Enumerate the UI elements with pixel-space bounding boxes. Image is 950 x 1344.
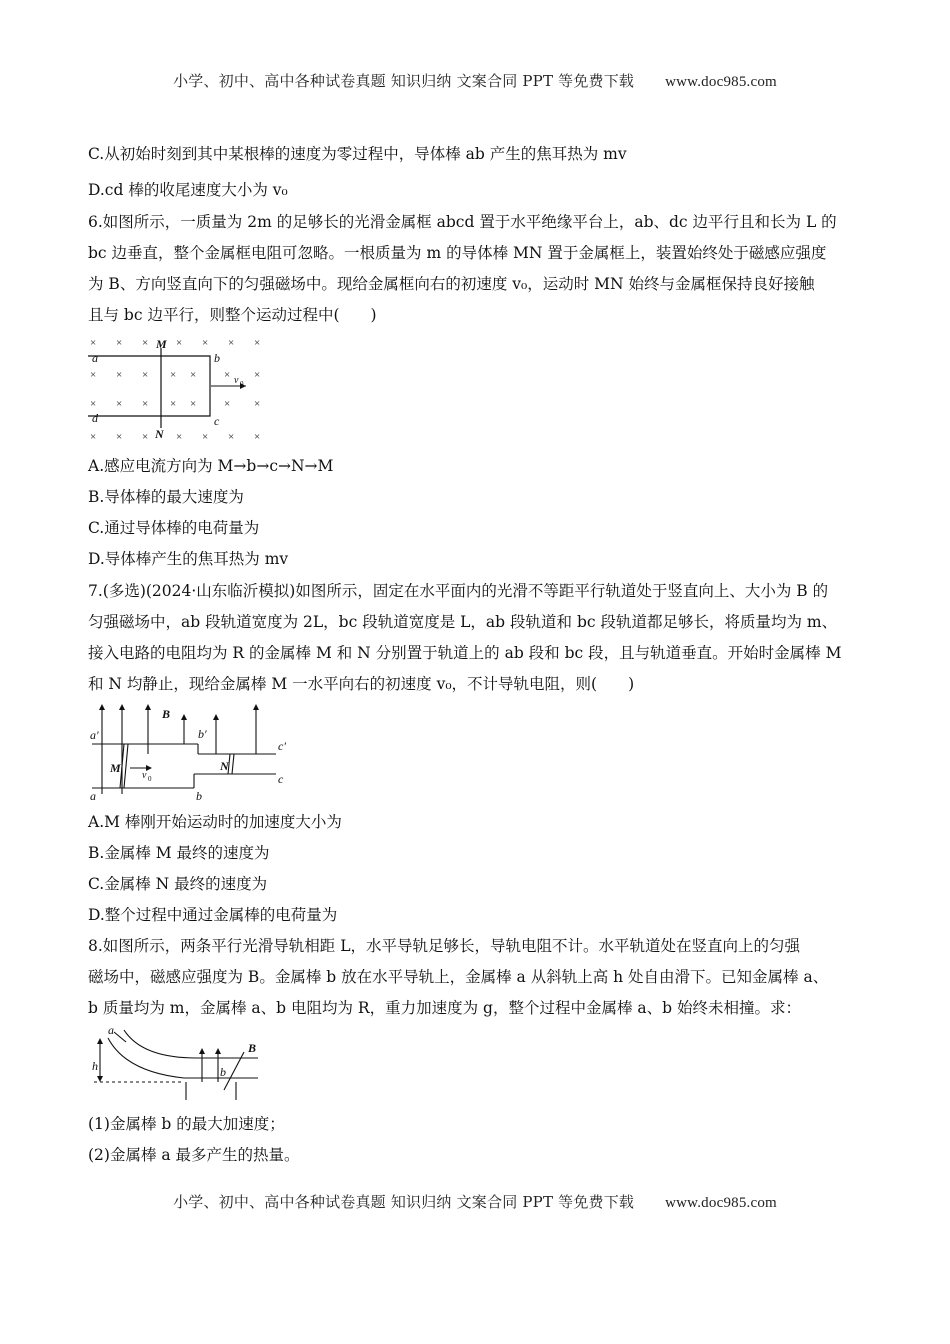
q7-label-v-sub: 0 bbox=[148, 775, 152, 783]
q6-stem-line-3: 为 B、方向竖直向下的匀强磁场中。现给金属框向右的初速度 v₀，运动时 MN 始终与金属框保持良好接触 bbox=[88, 275, 815, 293]
q7-label-b-field: B bbox=[162, 707, 171, 721]
q6-x-mark: × bbox=[142, 369, 149, 381]
q7-label-a-prime: a′ bbox=[90, 728, 99, 742]
q6-x-mark: × bbox=[190, 369, 197, 381]
q6-label-d: d bbox=[92, 411, 98, 425]
q7-stem-line-4: 和 N 均静止，现给金属棒 M 一水平向右的初速度 v₀，不计导轨电阻，则( ) bbox=[88, 675, 635, 693]
q7-stem-line-3: 接入电路的电阻均为 R 的金属棒 M 和 N 分别置于轨道上的 ab 段和 bc 段，且与轨道垂直。开始时金属棒 M bbox=[88, 644, 842, 662]
q6-x-mark: × bbox=[190, 398, 197, 410]
q6-option-d: D.导体棒产生的焦耳热为 mv bbox=[88, 550, 289, 568]
q6-x-mark: × bbox=[116, 431, 123, 443]
q6-x-mark: × bbox=[224, 398, 231, 410]
q6-x-mark: × bbox=[254, 431, 261, 443]
q8-stem-line-2: 磁场中，磁感应强度为 B。金属棒 b 放在水平导轨上，金属棒 a 从斜轨上高 h 处自由滑下。已知金属棒 a、 bbox=[88, 968, 829, 986]
q6-x-mark: × bbox=[170, 398, 177, 410]
q6-option-a: A.感应电流方向为 M→b→c→N→M bbox=[88, 457, 334, 475]
header-text: 小学、初中、高中各种试卷真题 知识归纳 文案合同 PPT 等免费下载 bbox=[173, 72, 635, 90]
q6-x-mark: × bbox=[142, 337, 149, 349]
q6-x-mark: × bbox=[254, 369, 261, 381]
q8-label-b-field: B bbox=[248, 1041, 257, 1055]
q6-label-v-sub: 0 bbox=[240, 380, 244, 388]
q8-stem-line-1: 8.如图所示，两条平行光滑导轨相距 L，水平导轨足够长，导轨电阻不计。水平轨道处在竖直向上的匀强 bbox=[88, 937, 801, 955]
q8-label-h: h bbox=[92, 1059, 98, 1073]
q7-label-c: c bbox=[278, 772, 284, 786]
q6-x-mark: × bbox=[116, 337, 123, 349]
q6-x-mark: × bbox=[254, 337, 261, 349]
q6-x-mark: × bbox=[176, 337, 183, 349]
q6-option-b: B.导体棒的最大速度为 bbox=[88, 488, 244, 506]
q6-x-mark: × bbox=[170, 369, 177, 381]
q8-label-b: b bbox=[220, 1065, 226, 1079]
q5-option-c: C.从初始时刻到其中某根棒的速度为零过程中，导体棒 ab 产生的焦耳热为 mv bbox=[88, 145, 627, 163]
q6-x-mark: × bbox=[116, 369, 123, 381]
q6-x-mark: × bbox=[228, 431, 235, 443]
q6-label-v: v bbox=[234, 375, 239, 386]
q6-x-mark: × bbox=[116, 398, 123, 410]
q7-stem-line-1: 7.(多选)(2024·山东临沂模拟)如图所示，固定在水平面内的光滑不等距平行轨道处于竖直向上、大小为 B 的 bbox=[88, 582, 829, 600]
q6-x-mark: × bbox=[142, 431, 149, 443]
q6-label-a: a bbox=[92, 351, 98, 365]
q6-x-mark: × bbox=[142, 398, 149, 410]
q6-figure-metal-frame bbox=[86, 334, 276, 446]
q6-label-c: c bbox=[214, 414, 220, 428]
q6-x-mark: × bbox=[176, 431, 183, 443]
q8-stem-line-3: b 质量均为 m，金属棒 a、b 电阻均为 R，重力加速度为 g，整个过程中金属棒 a、b 始终未相撞。求： bbox=[88, 999, 801, 1017]
footer-site[interactable]: www.doc985.com bbox=[665, 1195, 777, 1211]
q7-option-a: A.M 棒刚开始运动时的加速度大小为 bbox=[88, 813, 342, 831]
header-site[interactable]: www.doc985.com bbox=[665, 74, 777, 90]
q6-x-mark: × bbox=[254, 398, 261, 410]
q7-label-v: v bbox=[142, 770, 147, 781]
q6-x-mark: × bbox=[202, 431, 209, 443]
q6-label-m: M bbox=[156, 337, 167, 351]
q8-part-2: (2)金属棒 a 最多产生的热量。 bbox=[88, 1146, 300, 1164]
q7-stem-line-2: 匀强磁场中，ab 段轨道宽度为 2L，bc 段轨道宽度是 L，ab 段轨道和 bc 段轨道都足够长，将质量均为 m、 bbox=[88, 613, 838, 631]
q6-x-mark: × bbox=[90, 337, 97, 349]
q7-label-n: N bbox=[220, 759, 229, 773]
q5-option-d: D.cd 棒的收尾速度大小为 v₀ bbox=[88, 181, 288, 199]
footer-text: 小学、初中、高中各种试卷真题 知识归纳 文案合同 PPT 等免费下载 bbox=[173, 1193, 635, 1211]
q8-label-a: a bbox=[108, 1024, 114, 1037]
q6-stem-line-4: 且与 bc 边平行，则整个运动过程中( ) bbox=[88, 306, 377, 324]
q6-stem-line-1: 6.如图所示，一质量为 2m 的足够长的光滑金属框 abcd 置于水平绝缘平台上，ab、dc 边平行且和长为 L 的 bbox=[88, 213, 837, 231]
q6-option-c: C.通过导体棒的电荷量为 bbox=[88, 519, 260, 537]
q7-label-b-prime: b′ bbox=[198, 727, 207, 741]
q7-label-b: b bbox=[196, 789, 202, 802]
q6-x-mark: × bbox=[90, 369, 97, 381]
page-footer bbox=[0, 1191, 950, 1212]
page-header bbox=[0, 70, 950, 91]
q7-label-c-prime: c′ bbox=[278, 739, 286, 753]
q7-label-m: M bbox=[110, 761, 121, 775]
q8-figure-incline-rails bbox=[86, 1024, 276, 1104]
q7-label-a: a bbox=[90, 789, 96, 802]
q6-x-mark: × bbox=[202, 337, 209, 349]
q6-x-mark: × bbox=[228, 337, 235, 349]
q6-x-mark: × bbox=[90, 431, 97, 443]
q7-option-b: B.金属棒 M 最终的速度为 bbox=[88, 844, 270, 862]
q7-figure-rails bbox=[86, 702, 296, 802]
q6-x-mark: × bbox=[90, 398, 97, 410]
q6-stem-line-2: bc 边垂直，整个金属框电阻可忽略。一根质量为 m 的导体棒 MN 置于金属框上，装置始终处于磁感应强度 bbox=[88, 244, 827, 262]
q7-option-c: C.金属棒 N 最终的速度为 bbox=[88, 875, 268, 893]
q8-part-1: (1)金属棒 b 的最大加速度； bbox=[88, 1115, 285, 1133]
q6-label-b: b bbox=[214, 351, 220, 365]
q6-x-mark: × bbox=[224, 369, 231, 381]
q7-option-d: D.整个过程中通过金属棒的电荷量为 bbox=[88, 906, 338, 924]
q6-label-n: N bbox=[155, 427, 164, 441]
